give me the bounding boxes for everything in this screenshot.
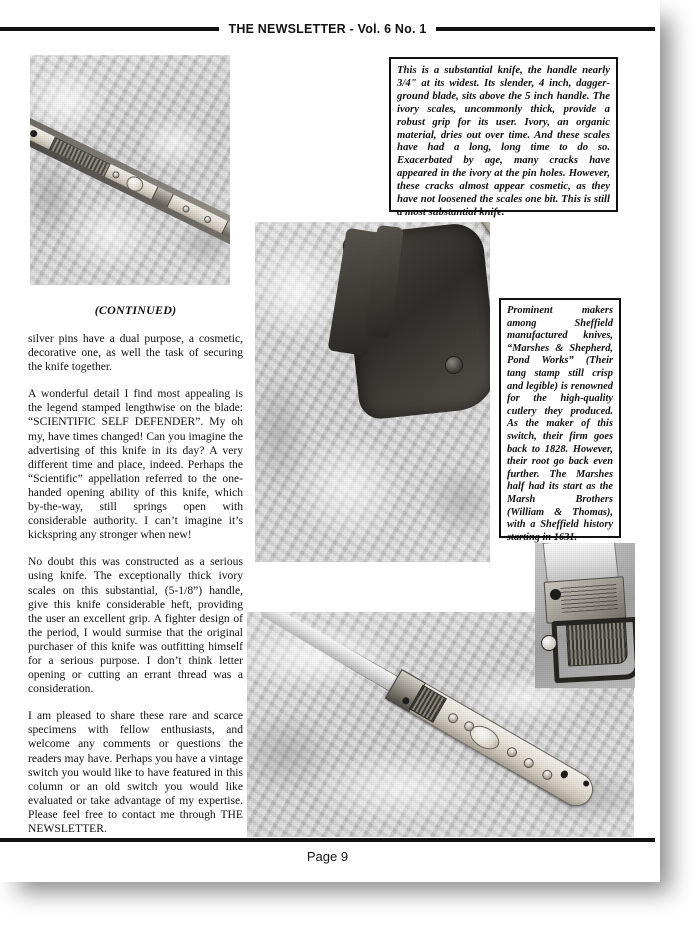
caption-side-text: Prominent makers among Sheffield manufactured knives, “Marshes & Shepherd, Pond Works” (Their tang stamp still crisp and legible) is renowned for the high-quality cutlery they produced. As the maker of this switch, their firm goes back to 1828. However, their root go back even further. The Marshes half had its start as the Marsh Brothers (William & Thomas), with a Sheffield history starting in 1631. bbox=[507, 305, 613, 543]
article-paragraph: No doubt this was constructed as a serious using knife. The exceptionally thick ivory scales on this substantial, (5-1/8”) handle, give this knife considerable heft, providing the user an excellent grip. A fighter design of the period, I would surmise that the original purchaser of this knife was outfitting himself for a serious purpose. I don’t think letter opening or cutting an errant thread was a consideration. bbox=[28, 555, 243, 696]
photo-grain-overlay bbox=[255, 222, 490, 562]
page-number: Page 9 bbox=[306, 849, 349, 864]
caption-top-text: This is a substantial knife, the handle nearly 3/4" at its widest. Its slender, 4 inch, dagger-ground blade, sits above the 5 inch handle. The ivory scales, uncommonly thick, provide a robust grip for its user. Ivory, an organic material, dries out over time. And these scales have had a long, long time to do so. Exacerbated by age, many cracks have appeared in the ivory at the pin holes. However, these cracks almost appear cosmetic, as they have not loosened the scales one bit. This is still a most substantial knife. bbox=[397, 64, 610, 218]
caption-box-sheffield-makers bbox=[499, 298, 621, 543]
photo-grain-overlay bbox=[535, 543, 635, 688]
page-footer bbox=[0, 838, 655, 864]
photo-grain-overlay bbox=[30, 55, 230, 285]
article-paragraph: silver pins have a dual purpose, a cosmetic, decorative one, as well the task of securing the knife together. bbox=[28, 332, 243, 374]
header-rule-right bbox=[436, 27, 655, 31]
photo-open-knife-holster bbox=[255, 222, 490, 562]
article-column bbox=[28, 303, 243, 836]
photo-tang-stamp-closeup bbox=[535, 543, 635, 688]
photo-closed-knife bbox=[30, 55, 230, 285]
page-header bbox=[0, 18, 655, 40]
caption-box-knife-description bbox=[389, 57, 618, 218]
footer-rule bbox=[0, 838, 655, 842]
article-paragraph: A wonderful detail I find most appealing is the legend stamped lengthwise on the blade: “SCIENTIFIC SELF DEFENDER”. My oh my, have times changed! Can you imagine the advertising of this knife in its day? A very different time and place, indeed. Perhaps the “Scientific” appellation referred to the one-handed opening ability of this knife, which by-the-way, still springs open with considerable authority. I can’t imagine it’s kickspring any stronger when new! bbox=[28, 387, 243, 542]
article-heading: (CONTINUED) bbox=[94, 303, 177, 317]
article-paragraph: I am pleased to share these rare and scarce specimens with fellow enthusiasts, and welcome any comments or questions the readers may have. Perhaps you have a vintage switch you would like to have featured in this column or an old switch you would like evaluated or take advantage of my expertise. Please feel free to contact me through THE NEWSLETTER. bbox=[28, 709, 243, 835]
header-rule-left bbox=[0, 27, 219, 31]
page-title: THE NEWSLETTER - Vol. 6 No. 1 bbox=[228, 22, 427, 36]
